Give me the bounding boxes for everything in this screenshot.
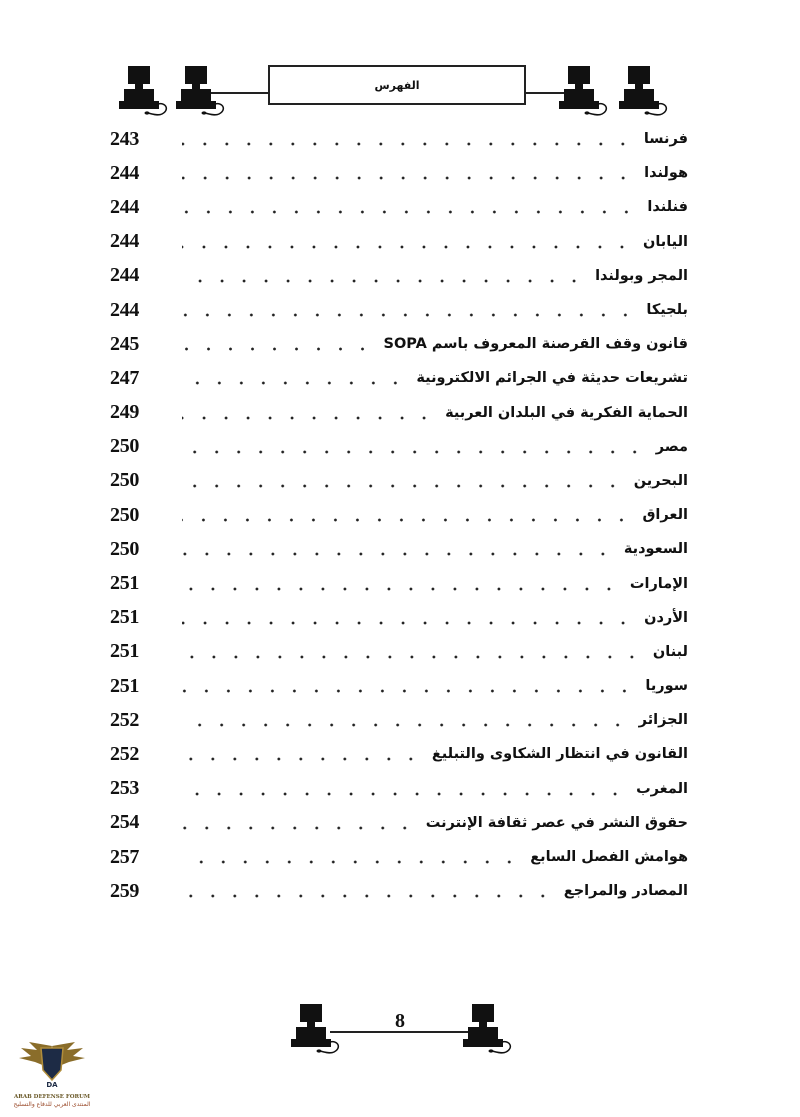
toc-page-number: 244 [110, 264, 140, 287]
toc-entry-title: المصادر والمراجع [558, 883, 688, 899]
toc-page-number: 253 [110, 777, 140, 800]
dot-leader [182, 310, 636, 320]
toc-row [110, 190, 688, 224]
toc-row [110, 259, 688, 293]
toc-row [110, 806, 688, 840]
wings-emblem-icon [17, 1040, 87, 1090]
dot-leader [182, 584, 620, 594]
dot-leader [182, 413, 435, 423]
toc-page-number: 250 [110, 469, 140, 492]
computer-icon [175, 66, 229, 116]
page-header [0, 62, 800, 114]
dot-leader [182, 549, 614, 559]
toc-entry-title: السعودية [618, 541, 688, 557]
toc-page-number: 251 [110, 606, 140, 629]
dot-leader [182, 652, 643, 662]
toc-page-number: 251 [110, 572, 140, 595]
toc-entry-title: فرنسا [638, 131, 688, 147]
toc-entry-title: الأردن [638, 610, 688, 626]
toc-page-number: 259 [110, 879, 140, 902]
toc-page-number: 244 [110, 230, 140, 253]
toc-page-number: 244 [110, 298, 140, 321]
toc-page-number: 250 [110, 435, 140, 458]
dot-leader [182, 754, 422, 764]
toc-page-number: 247 [110, 366, 140, 389]
toc-entry-title: القانون في انتظار الشكاوى والتبليغ [426, 746, 688, 762]
computer-icon [462, 1004, 516, 1054]
toc-page-number: 251 [110, 674, 140, 697]
toc-page-number: 254 [110, 811, 140, 834]
toc-entry-title: اليابان [637, 234, 688, 250]
toc-entry-title: فنلندا [641, 199, 688, 215]
dot-leader [182, 276, 585, 286]
toc-page-number: 243 [110, 127, 140, 150]
dot-leader [182, 720, 629, 730]
toc-entry-title: قانون وقف القرصنة المعروف باسم SOPA [378, 336, 688, 352]
toc-row [110, 396, 688, 430]
toc-page-number: 251 [110, 640, 140, 663]
page-title: الفهرس [268, 65, 526, 105]
toc-entry-title: حقوق النشر في عصر ثقافة الإنترنت [420, 815, 688, 831]
toc-row [110, 464, 688, 498]
watermark-logo [6, 1040, 98, 1116]
toc-row [110, 122, 688, 156]
toc-entry-title: هوامش الفصل السابع [524, 849, 688, 865]
toc-row [110, 566, 688, 600]
toc-page-number: 250 [110, 503, 140, 526]
toc-row [110, 635, 688, 669]
toc-row [110, 737, 688, 771]
toc-row [110, 156, 688, 190]
toc-entry-title: سوريا [639, 678, 688, 694]
toc-row [110, 669, 688, 703]
dot-leader [182, 139, 634, 149]
dot-leader [182, 857, 520, 867]
toc-entry-title: الجزائر [633, 712, 688, 728]
dot-leader [182, 481, 624, 491]
toc-page-number: 257 [110, 845, 140, 868]
dot-leader [182, 789, 626, 799]
toc-row [110, 532, 688, 566]
toc-row [110, 327, 688, 361]
dot-leader [182, 823, 416, 833]
dot-leader [182, 344, 374, 354]
toc-row [110, 601, 688, 635]
logo-name-arabic: المنتدى العربي للدفاع والتسليح [13, 1101, 91, 1108]
toc-row [110, 361, 688, 395]
dot-leader [182, 378, 406, 388]
dot-leader [182, 242, 633, 252]
logo-badge-text: DA [46, 1081, 58, 1089]
toc-row [110, 498, 688, 532]
toc-entry-title: الإمارات [624, 576, 688, 592]
dot-leader [182, 618, 634, 628]
toc-row [110, 772, 688, 806]
toc-page-number: 245 [110, 332, 140, 355]
toc-entry-title: المجر وبولندا [589, 268, 688, 284]
computer-icon [558, 66, 612, 116]
table-of-contents [110, 122, 688, 908]
toc-page-number: 244 [110, 195, 140, 218]
page-number: 8 [395, 1010, 405, 1032]
toc-entry-title: هولندا [638, 165, 688, 181]
toc-entry-title: تشريعات حديثة في الجرائم الالكترونية [410, 370, 688, 386]
dot-leader [182, 515, 632, 525]
computer-icon [618, 66, 672, 116]
toc-entry-title: البحرين [628, 473, 688, 489]
toc-entry-title: المغرب [630, 781, 688, 797]
toc-row [110, 874, 688, 908]
computer-icon [118, 66, 172, 116]
toc-row [110, 840, 688, 874]
dot-leader [182, 447, 646, 457]
toc-entry-title: بلجيكا [640, 302, 688, 318]
toc-row [110, 293, 688, 327]
dot-leader [182, 891, 554, 901]
dot-leader [182, 686, 635, 696]
dot-leader [182, 207, 637, 217]
toc-row [110, 225, 688, 259]
toc-entry-title: لبنان [647, 644, 688, 660]
toc-page-number: 244 [110, 161, 140, 184]
page-footer [290, 998, 510, 1058]
toc-page-number: 249 [110, 401, 140, 424]
toc-row [110, 430, 688, 464]
toc-page-number: 252 [110, 742, 140, 765]
toc-page-number: 252 [110, 708, 140, 731]
toc-page-number: 250 [110, 537, 140, 560]
toc-entry-title: العراق [636, 507, 688, 523]
toc-row [110, 703, 688, 737]
toc-entry-title: الحماية الفكرية في البلدان العربية [439, 405, 688, 421]
dot-leader [182, 173, 634, 183]
logo-name: ARAB DEFENSE FORUM [14, 1094, 90, 1100]
toc-entry-title: مصر [650, 439, 688, 455]
